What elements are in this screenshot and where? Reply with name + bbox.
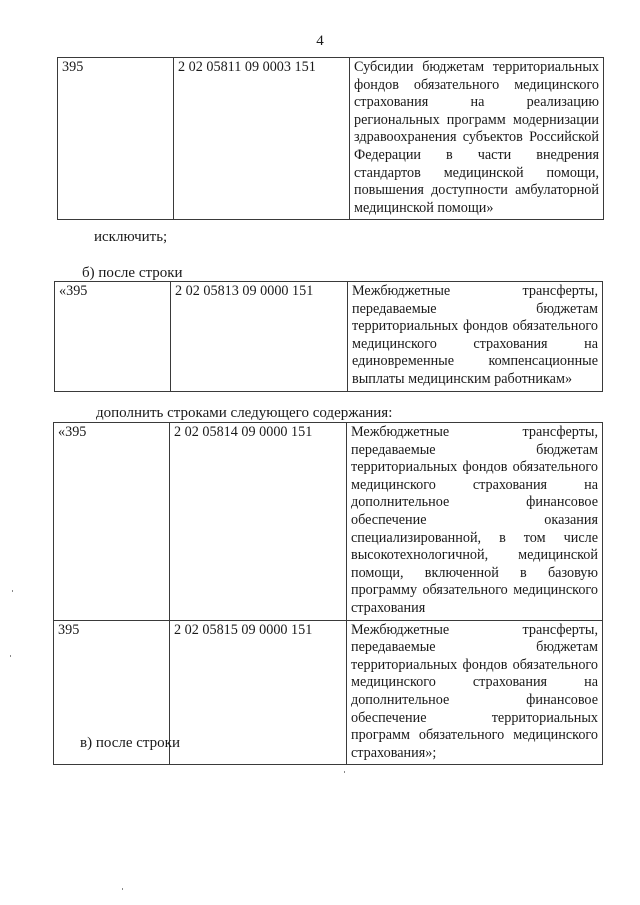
budget-classification-code-cell: 2 02 05813 09 0000 151	[171, 282, 348, 392]
page-number: 4	[316, 33, 324, 49]
admin-code-cell: 395	[58, 58, 174, 220]
scan-speck	[10, 655, 11, 657]
budget-classification-code-cell: 2 02 05814 09 0000 151	[170, 423, 347, 621]
admin-code-cell: «395	[55, 282, 171, 392]
budget-classification-code-cell: 2 02 05811 09 0003 151	[174, 58, 350, 220]
instruction-exclude: исключить;	[94, 229, 168, 245]
budget-classification-code-cell: 2 02 05815 09 0000 151	[170, 620, 347, 765]
instruction-after-row-v: в) после строки	[80, 735, 180, 751]
income-description-cell: Межбюджетные трансферты, передаваемые бюджетам территориальных фондов обязательного медицинского страхования на дополнительное финансовое обеспечение оказания специализированной, в том числе высокотехнологичной, медицинской помощи, включенной в базовую программу обязательного медицинского страхования	[347, 423, 603, 621]
instruction-after-row-b: б) после строки	[82, 265, 183, 281]
scan-speck	[122, 888, 123, 890]
budget-code-table-1	[57, 57, 604, 220]
income-description-cell: Субсидии бюджетам территориальных фондов обязательного медицинского страхования на реализацию региональных программ модернизации здравоохранения субъектов Российской Федерации в части внедрения стандартов медицинской помощи, повышения доступности амбулаторной медицинской помощи»	[350, 58, 604, 220]
table-row	[54, 423, 603, 621]
scan-speck	[344, 771, 345, 773]
income-description-cell: Межбюджетные трансферты, передаваемые бюджетам территориальных фондов обязательного медицинского страхования на единовременные компенсационные выплаты медицинским работникам»	[348, 282, 603, 392]
admin-code-cell: 395	[54, 620, 170, 765]
scan-speck	[12, 590, 13, 592]
instruction-add-rows: дополнить строками следующего содержания:	[96, 405, 393, 421]
admin-code-cell: «395	[54, 423, 170, 621]
table-row	[55, 282, 603, 392]
budget-code-table-2	[54, 281, 603, 392]
table-row	[58, 58, 604, 220]
income-description-cell: Межбюджетные трансферты, передаваемые бюджетам территориальных фондов обязательного медицинского страхования на дополнительное финансовое обеспечение территориальных программ обязательного медицинского страхования»;	[347, 620, 603, 765]
budget-code-table-3	[53, 422, 603, 765]
